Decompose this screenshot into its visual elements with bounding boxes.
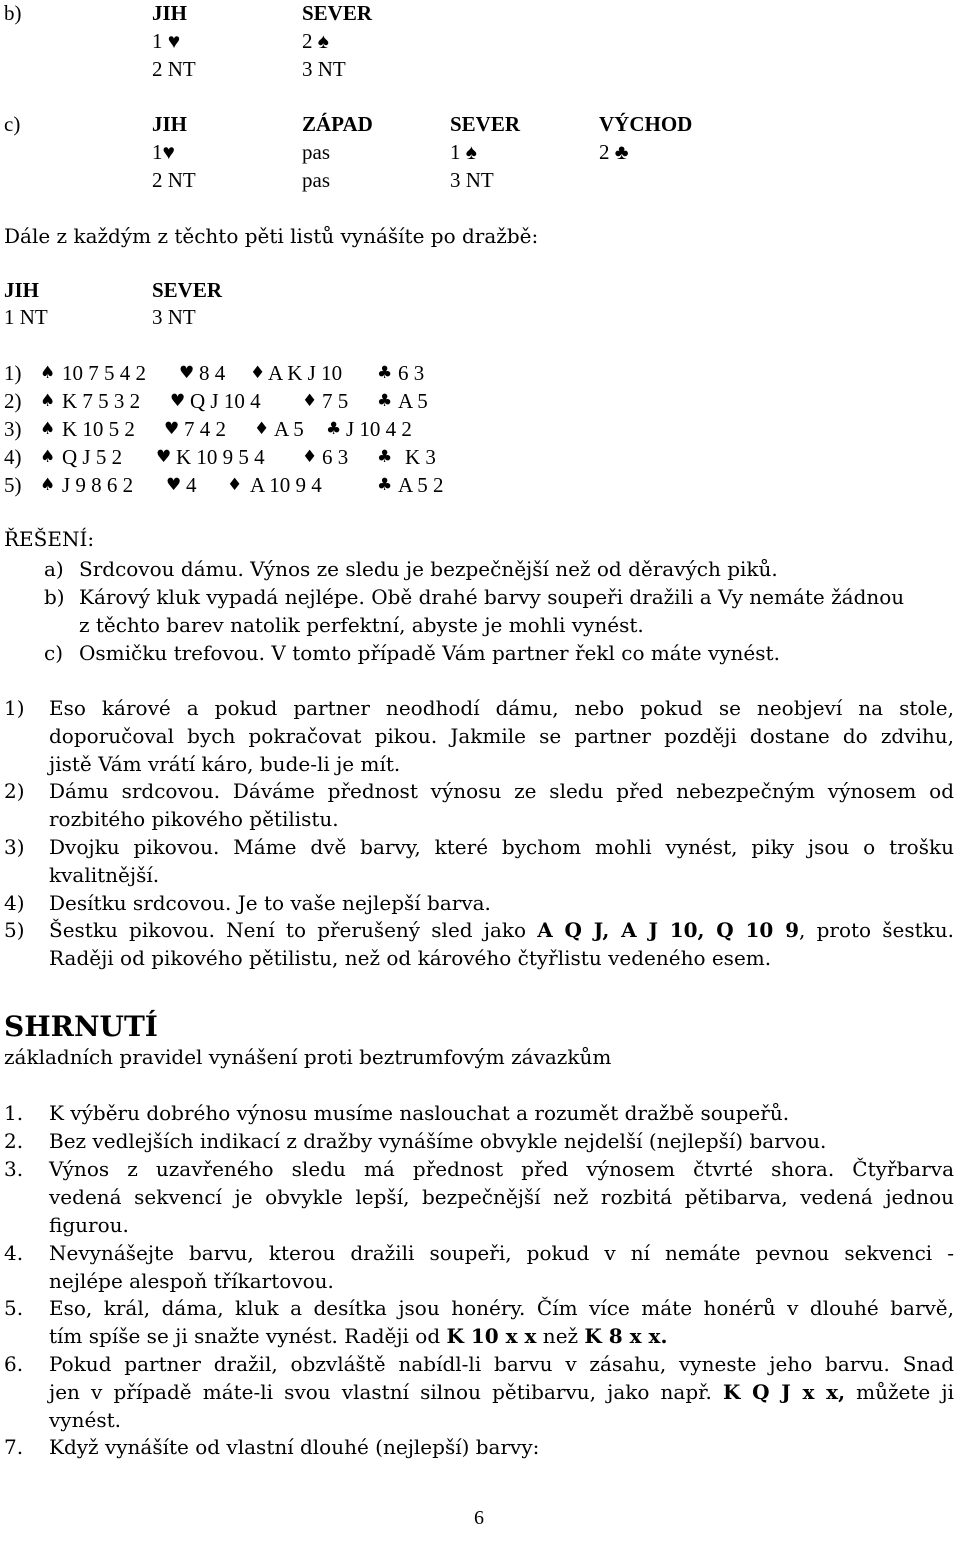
bid-cell: 1 ♥: [152, 29, 181, 53]
bid-cell: 2 ♠: [302, 29, 329, 53]
club-icon: ♣: [377, 363, 393, 383]
club-icon: ♣: [377, 391, 393, 411]
hand-clubs: J 10 4 2: [346, 417, 412, 441]
solution-a-text: Srdcovou dámu. Výnos ze sledu je bezpečnější než od děravých piků.: [79, 557, 778, 581]
summary-item-text: vynést.: [49, 1408, 121, 1432]
page-number: 6: [474, 1507, 484, 1529]
solution-c-text: Osmičku trefovou. V tomto případě Vám partner řekl co máte vynést.: [79, 641, 780, 665]
hand-label: 5): [4, 473, 22, 497]
summary-item-number: 2.: [4, 1129, 24, 1153]
bidding-label: c): [4, 112, 21, 136]
bidding-header-jih: JIH: [152, 1, 188, 25]
answer-text: [49, 920, 954, 940]
summary-item-number: 7.: [4, 1435, 24, 1459]
heart-icon: ♥: [179, 363, 195, 383]
bidding-header-zapad: ZÁPAD: [302, 112, 373, 136]
bidding-header-jih: JIH: [4, 278, 40, 302]
hand-label: 2): [4, 389, 22, 413]
summary-text-part: můžete ji: [845, 1380, 954, 1404]
summary-item-text: Nevynášejte barvu, kterou dražili soupeři, pokud v ní nemáte pevnou sekvenci -: [49, 1241, 954, 1265]
summary-item-text: K výběru dobrého výnosu musíme naslouchat a rozumět dražbě soupeřů.: [49, 1101, 790, 1125]
club-icon: ♣: [377, 447, 393, 467]
summary-item-text: figurou.: [49, 1213, 129, 1237]
summary-text-bold: K Q J x x,: [723, 1380, 846, 1404]
diamond-icon: ♦: [302, 391, 318, 411]
hand-spades: K 7 5 3 2: [62, 389, 141, 413]
heart-icon: ♥: [170, 391, 186, 411]
summary-subtitle: základních pravidel vynášení proti beztrumfovým závazkům: [4, 1045, 612, 1069]
diamond-icon: ♦: [227, 475, 243, 495]
summary-text-bold: K 10 x x: [446, 1324, 537, 1348]
bid-cell: 2 NT: [152, 57, 196, 81]
summary-item-number: 3.: [4, 1157, 24, 1181]
answer-text: Eso kárové a pokud partner neodhodí dámu, nebo pokud se neobjeví na stole,: [49, 696, 954, 720]
hand-label: 1): [4, 361, 22, 385]
summary-text-part: než: [536, 1324, 585, 1348]
summary-item-text: Pokud partner dražil, obzvláště nabídl-li barvu v zásahu, vyneste jeho barvu. Snad: [49, 1352, 954, 1376]
hand-label: 3): [4, 417, 22, 441]
club-icon: ♣: [377, 475, 393, 495]
hand-clubs: A 5 2: [398, 473, 444, 497]
summary-text-part: tím spíše se ji snažte vynést. Raději od: [49, 1324, 447, 1348]
summary-item-text: [49, 1326, 667, 1346]
solution-b-label: b): [44, 585, 65, 609]
summary-item-number: 6.: [4, 1352, 24, 1376]
answer-text-part: Šestku pikovou. Není to přerušený sled jako: [49, 918, 538, 942]
hand-spades: 10 7 5 4 2: [62, 361, 146, 385]
bid-cell: 2 NT: [152, 168, 196, 192]
hand-hearts: 8 4: [199, 361, 226, 385]
summary-item-number: 4.: [4, 1241, 24, 1265]
bid-cell: 1♥: [152, 140, 175, 164]
bid-cell: 1 ♠: [450, 140, 477, 164]
answer-label: 4): [4, 891, 25, 915]
answer-text: rozbitého pikového pětilistu.: [49, 807, 339, 831]
hand-clubs: 6 3: [398, 361, 425, 385]
spade-icon: ♠: [40, 391, 56, 411]
summary-item-text: nejlépe alespoň tříkartovou.: [49, 1269, 334, 1293]
answer-label: 5): [4, 918, 25, 942]
bidding-header-sever: SEVER: [450, 112, 521, 136]
diamond-icon: ♦: [254, 419, 270, 439]
heart-icon: ♥: [166, 475, 182, 495]
answer-text: Dámu srdcovou. Dáváme přednost výnosu ze sledu před nebezpečným výnosem od: [49, 779, 954, 803]
summary-item-text: Bez vedlejších indikací z dražby vynášíme obvykle nejdelší (nejlepší) barvou.: [49, 1129, 827, 1153]
hand-hearts: Q J 10 4: [190, 389, 261, 413]
spade-icon: ♠: [40, 419, 56, 439]
diamond-icon: ♦: [250, 363, 266, 383]
hand-clubs: A 5: [398, 389, 428, 413]
heart-icon: ♥: [164, 419, 180, 439]
spade-icon: ♠: [40, 363, 56, 383]
answer-text-bold: A Q J, A J 10, Q 10 9: [537, 918, 800, 942]
summary-item-text: vedená sekvencí je obvykle lepší, bezpečnější než rozbitá pětibarva, vedená jednou: [49, 1185, 954, 1209]
hand-hearts: 7 4 2: [184, 417, 226, 441]
bidding-header-sever: SEVER: [302, 1, 373, 25]
bidding-label: b): [4, 1, 22, 25]
answer-text: Dvojku pikovou. Máme dvě barvy, které bychom mohli vynést, piky jsou o trošku: [49, 835, 954, 859]
bid-cell: 2 ♣: [599, 140, 629, 164]
solution-a-label: a): [44, 557, 64, 581]
club-icon: ♣: [326, 419, 342, 439]
spade-icon: ♠: [40, 447, 56, 467]
hand-hearts: K 10 9 5 4: [176, 445, 265, 469]
answer-label: 3): [4, 835, 25, 859]
summary-item-text: Výnos z uzavřeného sledu má přednost před výnosem čtvrté shora. Čtyřbarva: [49, 1157, 954, 1181]
summary-item-text: Eso, král, dáma, kluk a desítka jsou honéry. Čím více máte honérů v dlouhé barvě,: [49, 1296, 954, 1320]
summary-item-number: 1.: [4, 1101, 24, 1125]
hand-clubs: K 3: [405, 445, 436, 469]
hand-hearts: 4: [186, 473, 197, 497]
solution-b-text: z těchto barev natolik perfektní, abyste je mohli vynést.: [79, 613, 644, 637]
bid-cell: 3 NT: [152, 305, 196, 329]
summary-title: SHRNUTÍ: [4, 1010, 158, 1043]
bid-cell: 3 NT: [450, 168, 494, 192]
solution-title: ŘEŠENÍ:: [4, 527, 95, 551]
hand-diamonds: 7 5: [322, 389, 349, 413]
bid-cell: 3 NT: [302, 57, 346, 81]
diamond-icon: ♦: [302, 447, 318, 467]
hand-diamonds: A 10 9 4: [250, 473, 322, 497]
answer-text: doporučoval bych pokračovat pikou. Jakmile se partner později dostane do zdvihu,: [49, 724, 954, 748]
bid-cell: pas: [302, 140, 330, 164]
hand-spades: K 10 5 2: [62, 417, 135, 441]
answer-text: Desítku srdcovou. Je to vaše nejlepší barva.: [49, 891, 491, 915]
solution-b-text: Kárový kluk vypadá nejlépe. Obě drahé barvy soupeři dražili a Vy nemáte žádnou: [79, 585, 905, 609]
bid-cell: 1 NT: [4, 305, 48, 329]
hand-spades: Q J 5 2: [62, 445, 123, 469]
hand-diamonds: 6 3: [322, 445, 349, 469]
answer-text-part: , proto šestku.: [799, 918, 955, 942]
hand-diamonds: A K J 10: [268, 361, 343, 385]
answer-label: 1): [4, 696, 25, 720]
answer-text: Raději od pikového pětilistu, než od kárového čtyřlistu vedeného esem.: [49, 946, 772, 970]
bidding-header-sever: SEVER: [152, 278, 223, 302]
answer-text: jistě Vám vrátí káro, bude-li je mít.: [49, 752, 401, 776]
bidding-header-jih: JIH: [152, 112, 188, 136]
spade-icon: ♠: [40, 475, 56, 495]
hand-label: 4): [4, 445, 22, 469]
answer-label: 2): [4, 779, 25, 803]
bid-cell: pas: [302, 168, 330, 192]
summary-text-bold: K 8 x x.: [584, 1324, 668, 1348]
hand-spades: J 9 8 6 2: [62, 473, 134, 497]
heart-icon: ♥: [156, 447, 172, 467]
solution-c-label: c): [44, 641, 64, 665]
summary-item-text: Když vynášíte od vlastní dlouhé (nejlepší) barvy:: [49, 1435, 540, 1459]
intro-text: Dále z každým z těchto pěti listů vynášíte po dražbě:: [4, 224, 539, 248]
summary-text-part: jen v případě máte-li svou vlastní silnou pětibarvu, jako např.: [49, 1380, 724, 1404]
summary-item-number: 5.: [4, 1296, 24, 1320]
hand-diamonds: A 5: [274, 417, 304, 441]
summary-item-text: [49, 1382, 954, 1402]
bidding-header-vychod: VÝCHOD: [599, 112, 693, 136]
answer-text: kvalitnější.: [49, 863, 160, 887]
